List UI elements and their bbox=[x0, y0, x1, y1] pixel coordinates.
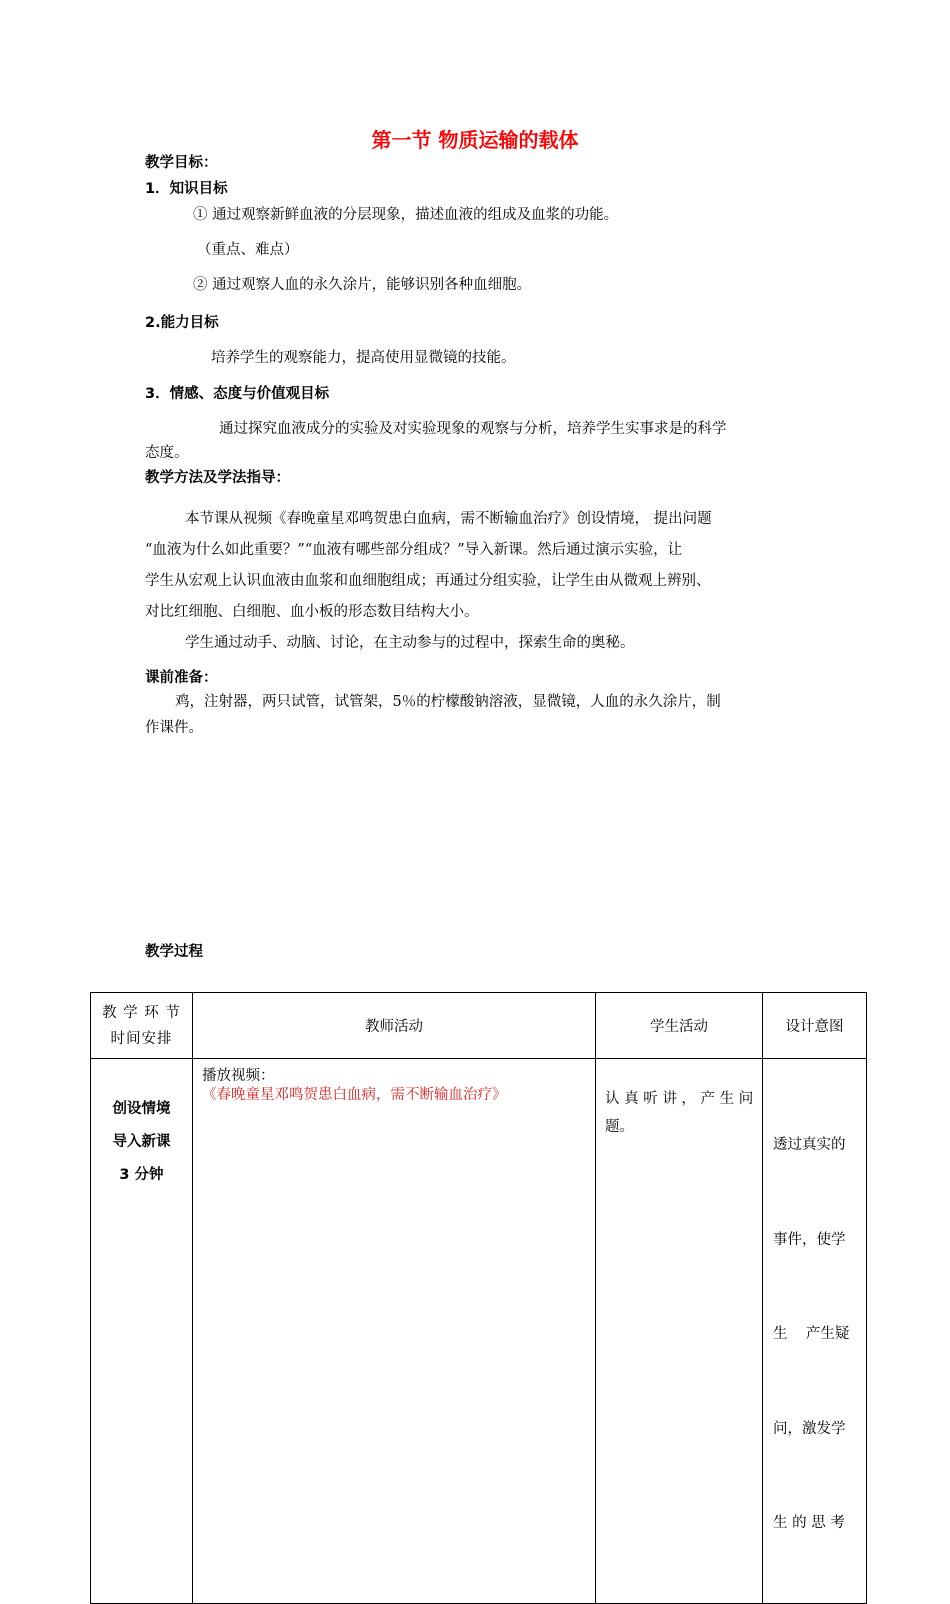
intent-line: 生 产生疑 bbox=[773, 1326, 850, 1342]
knowledge-item-1-note: （重点、难点） bbox=[197, 242, 299, 258]
table-row bbox=[91, 1059, 867, 1604]
student-activity-cell bbox=[596, 1059, 763, 1604]
emotion-text-line-1: 通过探究血液成分的实验及对实验现象的观察与分析，培养学生实事求是的科学 bbox=[219, 421, 727, 437]
preparation-heading: 课前准备： bbox=[145, 670, 218, 686]
stage-cell bbox=[91, 1059, 193, 1604]
methods-line: 对比红细胞、白细胞、血小板的形态数目结构大小。 bbox=[145, 604, 479, 620]
stage-line: 导入新课 bbox=[112, 1134, 171, 1150]
intent-line: 生 的 思 考 bbox=[773, 1515, 845, 1531]
emotion-text-line-2: 态度。 bbox=[145, 445, 189, 461]
teacher-video-title: 《春晚童星邓鸣贺患白血病，需不断输血治疗》 bbox=[202, 1087, 507, 1103]
teaching-process-table bbox=[90, 992, 867, 1604]
intent-line: 透过真实的 bbox=[773, 1137, 846, 1153]
knowledge-heading: 1．知识目标 bbox=[145, 181, 228, 197]
design-intent-cell bbox=[763, 1059, 867, 1604]
header-stage-label: 教 学 环 节 bbox=[102, 1004, 181, 1021]
teacher-activity-label: 播放视频： bbox=[202, 1068, 275, 1084]
knowledge-item-1: ① 通过观察新鲜血液的分层现象，描述血液的组成及血浆的功能。 bbox=[193, 207, 619, 223]
teacher-activity-cell bbox=[193, 1059, 596, 1604]
page-title: 第一节 物质运输的载体 bbox=[371, 128, 579, 152]
methods-line: “血液为什么如此重要？”“血液有哪些部分组成？”导入新课。然后通过演示实验，让 bbox=[145, 542, 683, 558]
methods-line: 本节课从视频《春晚童星邓鸣贺患白血病，需不断输血治疗》创设情境， 提出问题 bbox=[185, 511, 712, 527]
table-header-row bbox=[91, 993, 867, 1059]
methods-paragraph bbox=[145, 504, 712, 659]
methods-heading: 教学方法及学法指导： bbox=[145, 470, 290, 486]
methods-paragraph-2: 学生通过动手、动脑、讨论，在主动参与的过程中，探索生命的奥秘。 bbox=[185, 635, 635, 651]
stage-line: 创设情境 bbox=[112, 1101, 171, 1117]
header-time-label: 时间安排 bbox=[110, 1030, 173, 1047]
intent-line: 事件，使学 bbox=[773, 1231, 846, 1248]
header-student-activity: 学生活动 bbox=[596, 993, 763, 1059]
preparation-line-2: 作课件。 bbox=[145, 720, 203, 736]
knowledge-item-2: ② 通过观察人血的永久涂片，能够识别各种血细胞。 bbox=[193, 277, 532, 293]
header-design-intent: 设计意图 bbox=[763, 993, 867, 1059]
process-heading: 教学过程 bbox=[145, 944, 203, 960]
objectives-heading: 教学目标： bbox=[145, 155, 218, 171]
student-activity-line: 认 真 听 讲 ， 产 生 问 bbox=[605, 1091, 754, 1107]
emotion-heading: 3．情感、态度与价值观目标 bbox=[145, 386, 330, 402]
header-teacher-activity: 教师活动 bbox=[193, 993, 596, 1059]
intent-line: 问，激发学 bbox=[773, 1420, 846, 1437]
stage-line: 3 分钟 bbox=[119, 1167, 164, 1183]
methods-line: 学生从宏观上认识血液由血浆和血细胞组成；再通过分组实验，让学生由从微观上辨别、 bbox=[145, 573, 711, 589]
ability-text: 培养学生的观察能力，提高使用显微镜的技能。 bbox=[211, 350, 516, 366]
header-stage-time bbox=[91, 993, 193, 1059]
student-activity-line: 题。 bbox=[605, 1119, 634, 1135]
preparation-line-1: 鸡，注射器，两只试管，试管架，5％的柠檬酸钠溶液，显微镜，人血的永久涂片，制 bbox=[175, 694, 721, 710]
ability-heading: 2.能力目标 bbox=[145, 315, 219, 331]
